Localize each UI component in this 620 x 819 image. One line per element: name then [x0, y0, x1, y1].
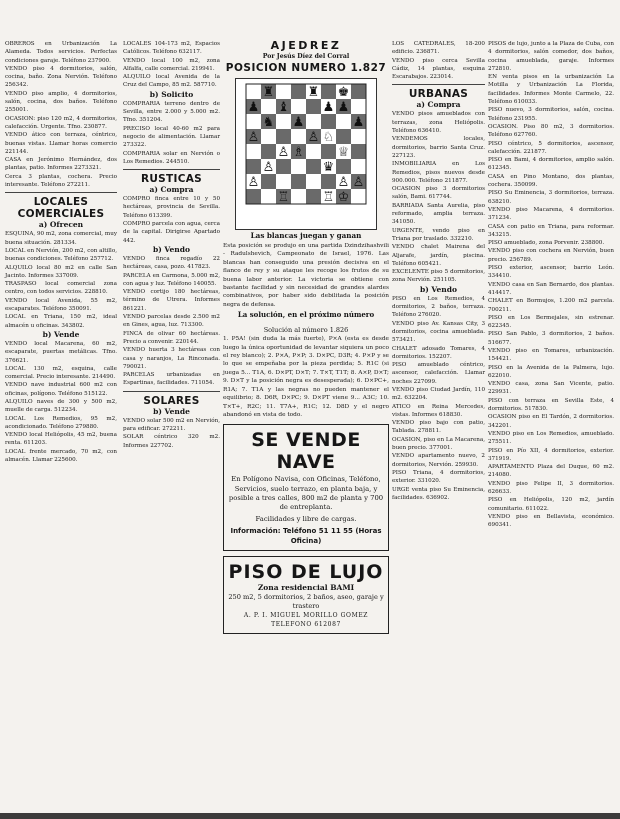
- chess-piece: ♙: [262, 160, 275, 175]
- classified-ad: PRECISO local 40-60 m2 para negocio de alimentación. Llamar 273322.: [123, 125, 220, 149]
- subsection-ofrecen: a) Ofrecen: [38, 220, 84, 230]
- classified-ad: VENDO huerta 3 hectáreas con casa y naranjos, La Rinconada. 790021.: [123, 347, 220, 370]
- col1-top-list: [5, 40, 117, 189]
- classified-ad: VENDO finca regadío 22 hectáreas, casa, pozo. 417823.: [123, 255, 220, 271]
- board-square: [336, 114, 351, 129]
- classified-ad: VENDO piso en Tomares, urbanización. 154421.: [488, 347, 614, 363]
- classified-ad: PISO exterior, ascensor, barrio León. 334410.: [488, 265, 614, 280]
- column-1: [5, 40, 117, 464]
- subsection-vende: b) Vende: [42, 329, 80, 339]
- classified-ad: FINCA de olivar 60 hectáreas. Precio a convenir. 220144.: [123, 330, 220, 345]
- chess-piece: ♜: [307, 85, 320, 100]
- classified-ad: VENDO casa, zona San Vicente, patio. 229931.: [488, 381, 614, 396]
- classified-ad: EN venta pisos en la urbanización La Motilla y Urbanización La Florida, facilidades. Informes Monte Carmelo, 22. Teléfono 610033.: [488, 74, 614, 106]
- chess-piece: ♟: [352, 115, 365, 130]
- classified-ad: PARCELAS urbanizadas en Espartinas, facilidades. 711054.: [123, 372, 220, 387]
- classified-ad: APARTAMENTO Plaza del Duque, 60 m2. 214080.: [488, 464, 614, 479]
- classified-ad: LOCALES 104-173 m2, Espacios Católicos. Teléfono 632117.: [123, 41, 220, 56]
- classified-ad: VENDO cortijo 180 hectáreas, término de Utrera. Informes 861221.: [123, 289, 220, 312]
- divider: [392, 84, 485, 85]
- divider: [123, 169, 220, 170]
- board-square: [321, 114, 336, 129]
- classified-ad: PISO con terraza en Sevilla Este, 4 dormitorios. 517830.: [488, 397, 614, 413]
- column-5: [488, 40, 614, 530]
- classified-ad: COMPRARIA terreno dentro de Sevilla, entre 2.000 y 5.000 m2. Tfno. 351204.: [123, 100, 220, 124]
- ad-nave-info: Información: Teléfono 51 11 55 (Horas Oficina): [230, 526, 382, 545]
- board-square: [291, 159, 306, 174]
- classified-ad: PISO en Los Bermejales, sin estrenar. 622345.: [488, 314, 614, 330]
- subsection-solicito: b) Solicito: [149, 89, 194, 99]
- classified-ad: OCASION piso 3 dormitorios salón, Bami. 617744.: [392, 186, 485, 201]
- chess-piece: ♟: [322, 100, 335, 115]
- section-header-urbanas: URBANAS: [408, 88, 469, 101]
- column-4: [392, 40, 485, 502]
- classified-ad: PISO en la Avenida de la Palmera, lujo. 622010.: [488, 364, 614, 379]
- board-square: [321, 84, 336, 99]
- board-square: [246, 114, 261, 129]
- board-square: [336, 129, 351, 144]
- chess-piece: ♘: [322, 130, 335, 145]
- board-square: [306, 114, 321, 129]
- classified-ad: URGE venta piso Su Eminencia, facilidades. 636902.: [392, 486, 485, 501]
- board-square: [246, 189, 261, 204]
- classified-ad: ALQUILO local Avenida de la Cruz del Campo, 85 m2. 587710.: [123, 74, 220, 89]
- classified-ad: LOCAL en Triana, 150 m2, ideal almacén u oficinas. 343802.: [5, 314, 117, 329]
- classified-ad: VENDO piso con cochera en Nervión, buen precio. 256789.: [488, 248, 614, 263]
- chess-piece: ♔: [337, 190, 350, 205]
- classified-ad: CHALET adosado Tomares, 4 dormitorios. 152207.: [392, 345, 485, 360]
- board-square: [306, 189, 321, 204]
- board-square: [306, 99, 321, 114]
- classified-ad: PISO céntrico, 5 dormitorios, ascensor, calefacción. 221877.: [488, 140, 614, 155]
- board-square: [261, 189, 276, 204]
- board-square: [291, 174, 306, 189]
- classified-ad: OCASION, piso en La Macarena, buen precio. 377001.: [392, 436, 485, 452]
- chess-piece: ♟: [292, 115, 305, 130]
- board-square: [291, 129, 306, 144]
- classified-ad: OCASION. Piso 80 m2, 3 dormitorios. Teléfono 627760.: [488, 123, 614, 139]
- ad-nave-text2: Facilidades y libre de cargas.: [255, 514, 357, 523]
- classified-ad: LOS CATEDRALES, 18-200 edificio. 236871.: [392, 41, 485, 56]
- board-square: [246, 84, 261, 99]
- classified-ad: PISO en Bami, 4 dormitorios, amplio salón. 612345.: [488, 157, 614, 172]
- classified-ad: VENDO local Avenida, 55 m2, escaparates. Teléfono 350091.: [5, 297, 117, 313]
- board-square: [291, 99, 306, 114]
- board-square: [351, 189, 366, 204]
- scan-edge: [0, 813, 620, 819]
- classified-ad: PISO Su Eminencia, 3 dormitorios, terraza. 638210.: [488, 190, 614, 205]
- classified-ad: COMPRO parcela con agua, cerca de la capital. Dirigirse Apartado 442.: [123, 221, 220, 244]
- classified-ad: VENDO piso en Los Remedios, amueblado. 275511.: [488, 430, 614, 446]
- board-square: [321, 174, 336, 189]
- classified-ad: VENDO piso Macarena, 4 dormitorios. 371234.: [488, 206, 614, 222]
- board-square: [351, 159, 366, 174]
- classified-ad: VENDO local Macarena, 60 m2, escaparate, puertas metálicas. Tfno. 376621.: [5, 340, 117, 364]
- board-square: [291, 84, 306, 99]
- chess-author: Por Jesús Díez del Corral: [262, 53, 350, 60]
- board-square: [246, 159, 261, 174]
- board-square: [291, 189, 306, 204]
- chess-piece: ♙: [337, 175, 350, 190]
- chess-solution: 1. P5A! (sin duda la más fuerte), P×A (esta es desde luego la única oportunidad de levantar siquiera un poco el rey blanco); 2. P×A, P×P; 3. D×PC, D3R; 4. P×P y se lo que se empeñaba por la pieza perdida; 5. R1C (si juega 5... T1A, 6. D×PT, D×T; 7. T×T, T1T; 8. A×P, D×T; 9. D×T y la posición negra es desesperada); 6. D×PC+, R1A; 7. T1A y las negras no pueden mantener el equilibrio; 8. D6R, D×PC; 9. D×PT viene 9... A3C; 10. T×T+, R2C; 11. T7A+, R1C; 12. D8D y el negro abandonó en vista de todo.: [223, 336, 389, 418]
- classified-ad: PISO nuevo, 3 dormitorios, salón, cocina. Teléfono 231955.: [488, 107, 614, 122]
- chess-board: [235, 78, 377, 230]
- chess-piece: ♟: [247, 100, 260, 115]
- col1-mid-list: [5, 230, 117, 330]
- divider: [123, 391, 220, 392]
- classified-ad: COMPRO finca entre 10 y 50 hectáreas, provincia de Sevilla. Teléfono 613399.: [123, 196, 220, 219]
- classified-ad: VENDO piso 4 dormitorios, salón, cocina, baño. Zona Nervión. Teléfono 256342.: [5, 65, 117, 89]
- classified-ad: VENDEMOS locales, dormitorios, barrio Santa Cruz. 227123.: [392, 136, 485, 159]
- board-square: [306, 174, 321, 189]
- chess-piece: ♙: [277, 145, 290, 160]
- classified-ad: EXCELENTE piso 5 dormitorios, zona Nervión. 251105.: [392, 269, 485, 284]
- divider: [5, 192, 117, 193]
- ad-piso-sub: Zona residencial BAMI: [257, 582, 355, 592]
- classified-ad: VENDO apartamento nuevo, 2 dormitorios, Nervión. 259930.: [392, 453, 485, 468]
- chess-solution-title: Solución al número 1.826: [263, 326, 349, 335]
- chess-piece: ♛: [322, 160, 335, 175]
- board-square: [276, 114, 291, 129]
- chess-piece: ♗: [292, 145, 305, 160]
- chess-title: AJEDREZ: [270, 39, 342, 52]
- classified-ad: TRASPASO local comercial zona centro, con todos servicios. 228810.: [5, 281, 117, 296]
- subsection-compra: a) Compra: [416, 100, 461, 110]
- classified-ad: PISO San Pablo, 3 dormitorios, 2 baños. 516677.: [488, 331, 614, 346]
- chess-piece: ♙: [247, 175, 260, 190]
- classified-ad: VENDO ático con terraza, céntrico, buenas vistas. Llamar horas comercio 221144.: [5, 132, 117, 155]
- classified-ad: VENDO piso en Bellavista, económico. 690341.: [488, 513, 614, 529]
- section-header-rusticas: RUSTICAS: [140, 173, 203, 186]
- ad-nave: [223, 424, 389, 550]
- board-square: [306, 144, 321, 159]
- classified-ad: Cerca 3 plantas, cochera. Precio interesante. Teléfono 272211.: [5, 173, 117, 189]
- section-header-locales: LOCALES COMERCIALES: [17, 196, 105, 221]
- classified-ad: LOCAL frente mercado, 70 m2, con almacén. Llamar 225600.: [5, 448, 117, 464]
- classified-ad: VENDO solar 500 m2 en Nervión, para edificar. 272211.: [123, 417, 220, 432]
- classified-ad: VENDO casa en San Bernardo, dos plantas. 414417.: [488, 281, 614, 296]
- classified-ad: URGENTE, vendo piso en Triana por traslado. 332210.: [392, 227, 485, 242]
- chess-piece: ♖: [277, 190, 290, 205]
- center-column: [223, 40, 389, 634]
- classified-ad: VENDO piso cerca Sevilla Cádiz, 14 plantas, esquina Escarabajos. 223014.: [392, 57, 485, 81]
- board-square: [261, 99, 276, 114]
- chess-piece: ♜: [262, 85, 275, 100]
- board-square: [276, 129, 291, 144]
- board-square: [276, 159, 291, 174]
- classified-ad: CASA en Jerónimo Hernández, dos plantas, patio. Informes 2273321.: [5, 157, 117, 172]
- chess-commentary: Esta posición se produjo en una partida Dzindzihashvili - Radulshevich, Campeonato de Israel, 1976. Las blancas han conseguido una presión decisiva en el flanco de rey y su ataque les recoge los frutos de su buena labor anterior. La victoria se obtiene con bastante facilidad y sin necesidad de grandes alardes combinativos, por haber sido debilitada la posición negra de defensa.: [223, 243, 389, 308]
- board-square: [351, 99, 366, 114]
- classified-ad: CHALET en Bormujos, 1.200 m2 parcela. 700211.: [488, 298, 614, 313]
- classified-ad: LOCAL 130 m2, esquina, calle comercial. Precio interesante. 214490.: [5, 365, 117, 381]
- classified-ad: ALQUILO naves de 300 y 500 m2, muelle de carga. 512234.: [5, 398, 117, 414]
- subsection-vendo: b) Vendo: [419, 284, 457, 294]
- board-square: [261, 129, 276, 144]
- classified-ad: INMOBILIARIA en Los Remedios, pisos nuevos desde 900.000. Teléfono 211877.: [392, 161, 485, 184]
- ad-piso-text: 250 m2, 5 dormitorios, 2 baños, aseo, garaje y trastero: [228, 592, 384, 610]
- classified-ad: OBREROS en Urbanización La Alameda. Todos servicios. Perfectas condiciones garaje. Teléfono 237900.: [5, 41, 117, 64]
- ad-nave-title: SE VENDE NAVE: [251, 429, 361, 474]
- classified-ad: LOCAL en Nervión, 200 m2, con altillo, buenas condiciones. Teléfono 257712.: [5, 247, 117, 263]
- classified-ad: VENDO piso amplio, 4 dormitorios, salón, cocina, dos baños. Teléfono 255001.: [5, 90, 117, 114]
- classified-ad: VENDO chalet Mairena del Aljarafe, jardín, piscina. Teléfono 605421.: [392, 244, 485, 267]
- chess-board-svg: [236, 79, 376, 229]
- chess-caption: Las blancas juegan y ganan: [250, 231, 362, 240]
- classified-ad: PISO en Los Remedios, 4 dormitorios, 2 baños, terraza. Teléfono 276020.: [392, 295, 485, 319]
- classified-ad: PISO amueblado, zona Porvenir. 238800.: [488, 240, 605, 247]
- ad-piso-foot: A. P. I. MIGUEL MORILLO GOMEZ TELEFONO 612087: [243, 611, 369, 628]
- classified-ad: VENDO piso Av. Kansas City, 3 dormitorios, cocina amueblada. 573421.: [392, 320, 485, 344]
- ad-piso-lujo: [223, 556, 389, 634]
- subsection-compra: a) Compra: [149, 185, 194, 195]
- board-square: [321, 144, 336, 159]
- board-square: [276, 174, 291, 189]
- subsection-vendo: b) Vendo: [152, 244, 190, 254]
- column-2: [123, 40, 220, 450]
- classified-ad: SOLAR céntrico 320 m2. Informes 227702.: [123, 434, 220, 449]
- classified-ad: VENDO local Heliópolis, 45 m2, buena renta. 611203.: [5, 432, 117, 447]
- classified-ad: OCASION: piso 120 m2, 4 dormitorios, calefacción. Urgente. Tfno. 230877.: [5, 115, 117, 130]
- board-square: [351, 129, 366, 144]
- classified-ad: CASA en Pino Montano, dos plantas, cochera. 350099.: [488, 173, 614, 189]
- classified-ad: PISO en Pío XII, 4 dormitorios, exterior. 371919.: [488, 447, 614, 462]
- chess-piece: ♕: [337, 145, 350, 160]
- classified-ad: VENDO piso Ciudad Jardín, 110 m2. 632204.: [392, 386, 485, 402]
- chess-piece: ♙: [307, 130, 320, 145]
- section-header-solares: SOLARES: [143, 394, 200, 407]
- ad-piso-title: PISO DE LUJO: [228, 560, 384, 583]
- chess-piece: ♖: [322, 190, 335, 205]
- chess-piece: ♙: [247, 130, 260, 145]
- board-square: [351, 144, 366, 159]
- classified-ad: VENDO piso bajo con patio, Tablada. 278811.: [392, 420, 485, 435]
- classified-ad: COMPRARIA solar en Nervión o Los Remedios. 244510.: [123, 150, 220, 165]
- classified-ad: VENDO parcelas desde 2.500 m2 en Gines, agua, luz. 713300.: [123, 314, 220, 329]
- classified-ad: PISOS de lujo, junto a la Plaza de Cuba, con 4 dormitorios, salón comedor, dos baños, cocina amueblada, garaje. Informes 272810.: [488, 41, 614, 72]
- classified-ad: VENDO local 100 m2, zona Alfalfa, calle comercial. 219941.: [123, 57, 220, 72]
- classified-ad: VENDO piso Felipe II, 3 dormitorios. 626633.: [488, 480, 614, 496]
- chess-position-title: POSICION NUMERO 1.827: [225, 62, 387, 74]
- ad-nave-text: En Polígono Navisa, con Oficinas, Teléfono, Servicios, suelo terrazo, en planta baja, y posible a tres calles, 800 m2 de planta y 700 de entreplanta.: [228, 475, 384, 512]
- classified-ad: LOCAL Los Remedios, 95 m2, acondicionado. Teléfono 279880.: [5, 415, 117, 430]
- classified-ad: ATICO en Reina Mercedes, vistas. Informes 618830.: [392, 403, 485, 418]
- col1-lower-list: [5, 340, 117, 464]
- chess-piece: ♝: [277, 100, 290, 115]
- board-square: [261, 174, 276, 189]
- board-square: [246, 144, 261, 159]
- classified-ad: PISO en Heliópolis, 120 m2, jardín comunitario. 611022.: [488, 497, 614, 512]
- board-square: [276, 84, 291, 99]
- chess-piece: ♞: [262, 115, 275, 130]
- board-square: [261, 144, 276, 159]
- classified-ad: PISO Triana, 4 dormitorios, exterior. 331020.: [392, 469, 485, 485]
- classified-ad: VENDO pisos amueblados con terrazas, zona Heliópolis. Teléfono 636410.: [392, 111, 485, 135]
- classified-ad: BARRIADA Santa Aurelia, piso reformado, amplia terraza. 341050.: [392, 202, 485, 226]
- chess-piece: ♚: [337, 85, 350, 100]
- chess-piece: ♙: [352, 175, 365, 190]
- classified-ad: OCASION piso en El Tardón, 2 dormitorios. 342201.: [488, 414, 614, 429]
- chess-piece: ♟: [337, 100, 350, 115]
- classified-ad: ALQUILO local 80 m2 en calle San Jacinto. Informes 337009.: [5, 264, 117, 279]
- chess-next-solution: La solución, en el próximo número: [237, 310, 375, 320]
- classified-ad: CASA con patio en Triana, para reformar. 343215.: [488, 223, 614, 238]
- board-square: [351, 84, 366, 99]
- classified-ad: PISO amueblado céntrico, ascensor, calefacción. Llamar noches 227099.: [392, 362, 485, 385]
- classified-ad: VENDO nave industrial 600 m2 con oficinas, polígono. Teléfono 515122.: [5, 382, 117, 397]
- classified-ad: PARCELA en Carmona, 5.000 m2, con agua y luz. Teléfono 140055.: [123, 272, 220, 287]
- board-square: [306, 159, 321, 174]
- board-square: [336, 159, 351, 174]
- subsection-vende: b) Vende: [153, 406, 190, 416]
- classified-ad: ESQUINA, 90 m2, zona comercial, muy buena situación. 281334.: [5, 231, 117, 246]
